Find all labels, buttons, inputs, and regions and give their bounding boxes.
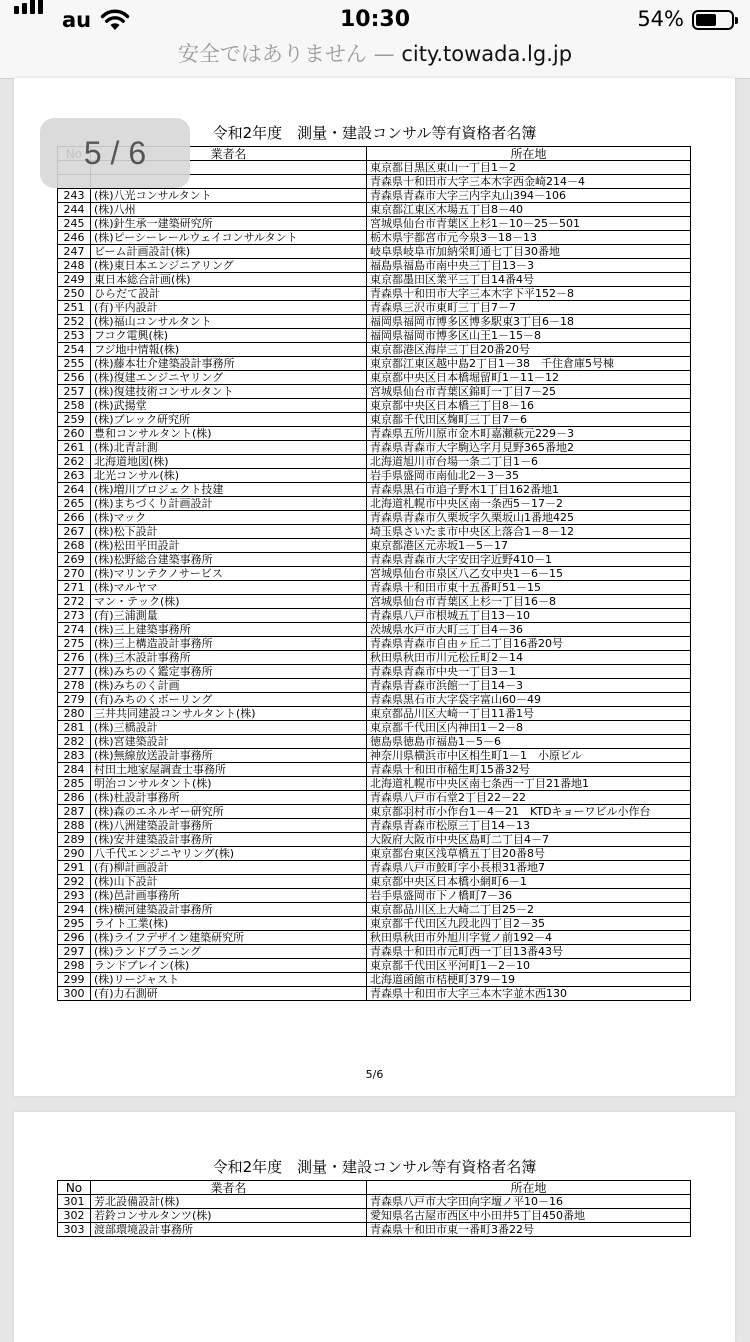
cell-company-name: (株)復建技術コンサルタント <box>91 385 367 399</box>
cell-no: 265 <box>58 497 91 511</box>
page-title: 令和2年度 測量・建設コンサル等有資格者名簿 <box>212 124 537 142</box>
table-row <box>58 203 691 217</box>
column-header-no: No <box>58 1181 91 1195</box>
cell-no: 274 <box>58 623 91 637</box>
cell-no: 283 <box>58 749 91 763</box>
cell-address: 徳島県徳島市福島1－5－6 <box>367 735 691 749</box>
cell-no: 253 <box>58 329 91 343</box>
cell-address: 東京都中央区日本橋三丁目8－16 <box>367 399 691 413</box>
cell-no: 252 <box>58 315 91 329</box>
table-row <box>58 189 691 203</box>
cell-address: 東京都目黒区東山一丁目1－2 <box>367 161 691 175</box>
table-row <box>58 623 691 637</box>
cell-company-name: (株)邑計画事務所 <box>91 889 367 903</box>
cell-address: 青森県十和田市東一番町3番22号 <box>367 1223 691 1237</box>
cell-address: 青森県青森市大字駒込字月見野365番地2 <box>367 441 691 455</box>
cell-company-name: フジ地中情報(株) <box>91 343 367 357</box>
cell-no: 250 <box>58 287 91 301</box>
table-row <box>58 861 691 875</box>
cell-address: 北海道函館市桔梗町379－19 <box>367 973 691 987</box>
cell-address: 北海道旭川市台場一条二丁目1－6 <box>367 455 691 469</box>
cell-no: 298 <box>58 959 91 973</box>
cell-company-name: (株)松下設計 <box>91 525 367 539</box>
cell-company-name: 三井共同建設コンサルタント(株) <box>91 707 367 721</box>
table-row <box>58 427 691 441</box>
cell-company-name: (株)三上構造設計事務所 <box>91 637 367 651</box>
cell-company-name: (株)森のエネルギー研究所 <box>91 805 367 819</box>
table-row <box>58 525 691 539</box>
column-header-name: 業者名 <box>91 1181 367 1195</box>
cell-address: 東京都台東区浅草橋五丁目20番8号 <box>367 847 691 861</box>
cell-no: 259 <box>58 413 91 427</box>
cell-address: 神奈川県横浜市中区相生町1－1 小原ビル <box>367 749 691 763</box>
cell-address: 青森県十和田市大字三本木字並木西130 <box>367 987 691 1001</box>
cell-address: 青森県青森市松原三丁目14－13 <box>367 819 691 833</box>
table-row <box>58 399 691 413</box>
roster-body <box>58 1195 691 1237</box>
cell-no: 251 <box>58 301 91 315</box>
table-row <box>58 917 691 931</box>
cell-address: 福岡県福岡市博多区博多駅東3丁目6－18 <box>367 315 691 329</box>
cell-company-name: (株)三上建築事務所 <box>91 623 367 637</box>
cell-no: 276 <box>58 651 91 665</box>
cell-company-name: (株)八洲建築設計事務所 <box>91 819 367 833</box>
cell-address: 青森県十和田市大字三本木字下平152－8 <box>367 287 691 301</box>
clock: 10:30 <box>339 7 411 32</box>
cell-address: 茨城県水戸市大町三丁目4－36 <box>367 623 691 637</box>
cell-address: 青森県青森市大字安田字近野410－1 <box>367 553 691 567</box>
cell-company-name: (株)松田平田設計 <box>91 539 367 553</box>
table-row <box>58 889 691 903</box>
cell-company-name: フコク電興(株) <box>91 329 367 343</box>
cell-address: 青森県黒石市大字袋字富山60－49 <box>367 693 691 707</box>
table-row <box>58 651 691 665</box>
table-row <box>58 371 691 385</box>
cell-company-name: (株)針生承一建築研究所 <box>91 217 367 231</box>
cell-address: 青森県三沢市東町三丁目7－7 <box>367 301 691 315</box>
cell-address: 青森県八戸市大字田向字壇ノ平10－16 <box>367 1195 691 1209</box>
table-row <box>58 609 691 623</box>
table-row <box>58 1223 691 1237</box>
cell-company-name: (株)リージャスト <box>91 973 367 987</box>
cell-no: 290 <box>58 847 91 861</box>
cell-no: 297 <box>58 945 91 959</box>
cell-company-name: 明治コンサルタント(株) <box>91 777 367 791</box>
cell-company-name: 北海道地図(株) <box>91 455 367 469</box>
cell-company-name: (有)力石測研 <box>91 987 367 1001</box>
cell-address: 青森県十和田市大字三本木字西金崎214－4 <box>367 175 691 189</box>
cell-address: 岐阜県岐阜市加納栄町通七丁目30番地 <box>367 245 691 259</box>
cell-no: 278 <box>58 679 91 693</box>
cell-address: 青森県八戸市鮫町字小長根31番地7 <box>367 861 691 875</box>
cell-no: 288 <box>58 819 91 833</box>
column-header-address: 所在地 <box>367 147 691 161</box>
cell-no: 245 <box>58 217 91 231</box>
cell-no: 248 <box>58 259 91 273</box>
cell-no: 286 <box>58 791 91 805</box>
battery-percent: 54% <box>637 7 684 31</box>
cell-company-name: (株)マルヤマ <box>91 581 367 595</box>
table-row <box>58 567 691 581</box>
cell-address: 東京都墨田区業平三丁目14番4号 <box>367 273 691 287</box>
cell-no: 249 <box>58 273 91 287</box>
table-row <box>58 833 691 847</box>
cell-company-name: (株)マック <box>91 511 367 525</box>
cell-company-name: (株)三木設計事務所 <box>91 651 367 665</box>
cell-address: 青森県青森市久栗坂字久栗坂山1番地425 <box>367 511 691 525</box>
table-row <box>58 875 691 889</box>
cell-no: 255 <box>58 357 91 371</box>
cell-address: 青森県青森市自由ヶ丘二丁目16番20号 <box>367 637 691 651</box>
table-row <box>58 483 691 497</box>
cell-no: 243 <box>58 189 91 203</box>
cell-no: 263 <box>58 469 91 483</box>
cell-no: 275 <box>58 637 91 651</box>
cell-company-name: 村田土地家屋調査士事務所 <box>91 763 367 777</box>
table-row <box>58 343 691 357</box>
table-row <box>58 217 691 231</box>
cell-address: 福岡県福岡市博多区山王1－15－8 <box>367 329 691 343</box>
cell-no: 295 <box>58 917 91 931</box>
cell-no: 300 <box>58 987 91 1001</box>
cell-no: 289 <box>58 833 91 847</box>
cell-company-name: (株)みちのく計画 <box>91 679 367 693</box>
table-row <box>58 707 691 721</box>
cell-address: 青森県青森市中央一丁目3－1 <box>367 665 691 679</box>
cell-address: 宮城県仙台市青葉区上杉一丁目16－8 <box>367 595 691 609</box>
cell-no: 262 <box>58 455 91 469</box>
cell-company-name: (株)みちのく鑑定事務所 <box>91 665 367 679</box>
cell-company-name: 豊和コンサルタント(株) <box>91 427 367 441</box>
table-row <box>58 665 691 679</box>
cell-no: 273 <box>58 609 91 623</box>
table-header-row <box>58 1181 691 1195</box>
cell-address: 岩手県盛岡市下ノ橋町7－36 <box>367 889 691 903</box>
cell-company-name: (有)三浦測量 <box>91 609 367 623</box>
pdf-page-6[interactable] <box>14 1112 735 1342</box>
table-row <box>58 693 691 707</box>
table-row <box>58 791 691 805</box>
cell-company-name: (株)藤本壮介建築設計事務所 <box>91 357 367 371</box>
cell-company-name: (株)ランドプラニング <box>91 945 367 959</box>
cell-address: 福島県福島市南中央三丁目13－3 <box>367 259 691 273</box>
cell-address: 青森県五所川原市金木町嘉瀬萩元229－3 <box>367 427 691 441</box>
table-row <box>58 301 691 315</box>
cell-address: 宮城県仙台市青葉区上杉1－10－25－501 <box>367 217 691 231</box>
cell-company-name: ひらだて設計 <box>91 287 367 301</box>
cell-company-name: (株)八州 <box>91 203 367 217</box>
cell-no: 260 <box>58 427 91 441</box>
cell-company-name: (有)みちのくボーリング <box>91 693 367 707</box>
cell-no: 244 <box>58 203 91 217</box>
cell-company-name: (株)ブレック研究所 <box>91 413 367 427</box>
table-row <box>58 819 691 833</box>
cell-address: 東京都江東区越中島2丁目1－38 千住倉庫5号棟 <box>367 357 691 371</box>
cell-address: 東京都品川区上大崎二丁目25－2 <box>367 903 691 917</box>
cell-company-name: (株)まちづくり計画設計 <box>91 497 367 511</box>
table-row <box>58 959 691 973</box>
cell-company-name: (株)宮建築設計 <box>91 735 367 749</box>
cell-no: 303 <box>58 1223 91 1237</box>
table-row <box>58 679 691 693</box>
table-row <box>58 1209 691 1223</box>
table-row <box>58 763 691 777</box>
cell-address: 東京都港区元赤坂1－5－17 <box>367 539 691 553</box>
cell-no: 284 <box>58 763 91 777</box>
cell-company-name: 渡部環境設計事務所 <box>91 1223 367 1237</box>
cell-no: 299 <box>58 973 91 987</box>
cell-company-name: 東日本総合計画(株) <box>91 273 367 287</box>
table-row <box>58 511 691 525</box>
cell-company-name: (株)増川プロジェクト技建 <box>91 483 367 497</box>
cell-no: 270 <box>58 567 91 581</box>
cell-address: 東京都品川区大崎一丁目11番1号 <box>367 707 691 721</box>
table-row <box>58 749 691 763</box>
table-row <box>58 315 691 329</box>
cell-company-name: 若鈴コンサルタンツ(株) <box>91 1209 367 1223</box>
table-row <box>58 777 691 791</box>
cell-company-name: (株)三橋設計 <box>91 721 367 735</box>
cell-address: 青森県八戸市石堂2丁目22－22 <box>367 791 691 805</box>
url-host: city.towada.lg.jp <box>401 42 573 66</box>
cell-address: 東京都中央区日本橋堀留町1－11－12 <box>367 371 691 385</box>
cell-address: 東京都中央区日本橋小網町6－1 <box>367 875 691 889</box>
cell-company-name: (株)無線放送設計事務所 <box>91 749 367 763</box>
cell-no: 267 <box>58 525 91 539</box>
cell-no: 301 <box>58 1195 91 1209</box>
table-row <box>58 497 691 511</box>
roster-table <box>57 146 691 1001</box>
cell-no: 246 <box>58 231 91 245</box>
cell-address: 青森県青森市大字三内字丸山394－106 <box>367 189 691 203</box>
table-row <box>58 581 691 595</box>
cell-no: 279 <box>58 693 91 707</box>
cell-company-name: (株)杜設計事務所 <box>91 791 367 805</box>
cell-company-name: (株)福山コンサルタント <box>91 315 367 329</box>
cell-no: 254 <box>58 343 91 357</box>
cell-address: 青森県八戸市根城五丁目13－10 <box>367 609 691 623</box>
table-row <box>58 245 691 259</box>
cell-company-name: (株)マリンテクノサービス <box>91 567 367 581</box>
battery-icon <box>692 10 734 30</box>
cell-no: 285 <box>58 777 91 791</box>
table-row <box>58 231 691 245</box>
cell-company-name: (株)ライフデザイン建築研究所 <box>91 931 367 945</box>
cell-no: 258 <box>58 399 91 413</box>
roster-body <box>58 161 691 1001</box>
cell-address: 東京都羽村市小作台1－4－21 KTDキョーワビル小作台 <box>367 805 691 819</box>
cell-address: 東京都千代田区平河町1－2－10 <box>367 959 691 973</box>
table-row <box>58 553 691 567</box>
cell-company-name: (株)ピーシーレールウェイコンサルタント <box>91 231 367 245</box>
cell-no: 266 <box>58 511 91 525</box>
cell-company-name: (有)柳計画設計 <box>91 861 367 875</box>
cell-no: 282 <box>58 735 91 749</box>
cell-company-name: (株)横河建築設計事務所 <box>91 903 367 917</box>
cell-address: 愛知県名古屋市西区中小田井5丁目450番地 <box>367 1209 691 1223</box>
cell-address: 秋田県秋田市外旭川字覚ノ前192－4 <box>367 931 691 945</box>
cell-company-name: (株)松野総合建築事務所 <box>91 553 367 567</box>
table-row <box>58 273 691 287</box>
table-row <box>58 1195 691 1209</box>
column-header-address: 所在地 <box>367 1181 691 1195</box>
cell-company-name: (株)山下設計 <box>91 875 367 889</box>
cell-company-name: (株)北青計測 <box>91 441 367 455</box>
cell-company-name: (有)平内設計 <box>91 301 367 315</box>
status-bar <box>0 0 750 40</box>
address-bar[interactable] <box>0 40 750 79</box>
table-row <box>58 287 691 301</box>
table-row <box>58 973 691 987</box>
page-title: 令和2年度 測量・建設コンサル等有資格者名簿 <box>212 1158 537 1176</box>
table-row <box>58 945 691 959</box>
cell-no: 287 <box>58 805 91 819</box>
table-row <box>58 441 691 455</box>
cell-company-name: (株)安井建築設計事務所 <box>91 833 367 847</box>
cell-no: 269 <box>58 553 91 567</box>
cell-address: 大阪府大阪市中央区島町二丁目4－7 <box>367 833 691 847</box>
cell-no: 268 <box>58 539 91 553</box>
cell-no: 281 <box>58 721 91 735</box>
cell-company-name: 芳北設備設計(株) <box>91 1195 367 1209</box>
cell-company-name: ビーム計画設計(株) <box>91 245 367 259</box>
table-row <box>58 357 691 371</box>
table-row <box>58 987 691 1001</box>
cell-no: 294 <box>58 903 91 917</box>
cell-address: 東京都千代田区九段北四丁目2－35 <box>367 917 691 931</box>
cell-address: 栃木県宇都宮市元今泉3－18－13 <box>367 231 691 245</box>
table-row <box>58 539 691 553</box>
cell-no: 247 <box>58 245 91 259</box>
cell-address: 青森県黒石市追子野木1丁目162番地1 <box>367 483 691 497</box>
cell-address: 東京都江東区木場五丁目8－40 <box>367 203 691 217</box>
cell-address: 青森県十和田市元町西一丁目13番43号 <box>367 945 691 959</box>
cell-address: 青森県十和田市稲生町15番32号 <box>367 763 691 777</box>
carrier-name: au <box>62 8 92 32</box>
cell-address: 宮城県仙台市青葉区錦町一丁目7－25 <box>367 385 691 399</box>
cell-address: 東京都千代田区内神田1－2－8 <box>367 721 691 735</box>
cell-address: 北海道札幌市中央区南一条西5－17－2 <box>367 497 691 511</box>
security-warning: 安全ではありません — <box>177 42 395 66</box>
roster-table <box>57 1180 691 1237</box>
page-indicator: 5 / 6 <box>40 118 190 188</box>
cell-no: 280 <box>58 707 91 721</box>
table-row <box>58 455 691 469</box>
cell-no: 291 <box>58 861 91 875</box>
cell-address: 埼玉県さいたま市中央区上落合1－8－12 <box>367 525 691 539</box>
cell-company-name: 八千代エンジニヤリング(株) <box>91 847 367 861</box>
cell-no: 277 <box>58 665 91 679</box>
cell-address: 東京都港区海岸三丁目20番20号 <box>367 343 691 357</box>
pdf-page-5[interactable] <box>14 78 735 1096</box>
cell-address: 宮城県仙台市泉区八乙女中央1－6－15 <box>367 567 691 581</box>
cell-company-name: (株)復建エンジニヤリング <box>91 371 367 385</box>
table-row <box>58 637 691 651</box>
table-row <box>58 805 691 819</box>
cell-address: 青森県青森市浜館一丁目14－3 <box>367 679 691 693</box>
cell-no: 292 <box>58 875 91 889</box>
table-row <box>58 721 691 735</box>
cell-no: 264 <box>58 483 91 497</box>
cell-address: 北海道札幌市中央区南七条西一丁目21番地1 <box>367 777 691 791</box>
cell-company-name: 北光コンサル(株) <box>91 469 367 483</box>
cell-no: 296 <box>58 931 91 945</box>
cell-company-name: ランドブレイン(株) <box>91 959 367 973</box>
table-row <box>58 735 691 749</box>
table-row <box>58 931 691 945</box>
table-row <box>58 903 691 917</box>
cell-no: 257 <box>58 385 91 399</box>
table-row <box>58 385 691 399</box>
table-row <box>58 329 691 343</box>
cell-company-name: (株)武揚堂 <box>91 399 367 413</box>
cell-address: 東京都千代田区麹町三丁目7－6 <box>367 413 691 427</box>
table-row <box>58 413 691 427</box>
page-number: 5/6 <box>365 1068 384 1081</box>
cell-company-name: ライト工業(株) <box>91 917 367 931</box>
cell-address: 青森県十和田市東十五番町51－15 <box>367 581 691 595</box>
cell-company-name: (株)東日本エンジニアリング <box>91 259 367 273</box>
cell-no: 271 <box>58 581 91 595</box>
cell-address: 秋田県秋田市川元松丘町2－14 <box>367 651 691 665</box>
cell-no: 261 <box>58 441 91 455</box>
table-row <box>58 259 691 273</box>
cell-address: 岩手県盛岡市南仙北2－3－35 <box>367 469 691 483</box>
cell-no: 302 <box>58 1209 91 1223</box>
table-row <box>58 847 691 861</box>
table-row <box>58 595 691 609</box>
cell-company-name: マン・テック(株) <box>91 595 367 609</box>
cell-no: 293 <box>58 889 91 903</box>
cell-no: 272 <box>58 595 91 609</box>
cell-company-name: (株)八光コンサルタント <box>91 189 367 203</box>
table-row <box>58 469 691 483</box>
column-header-name: 業者名 <box>91 147 367 161</box>
cell-no: 256 <box>58 371 91 385</box>
